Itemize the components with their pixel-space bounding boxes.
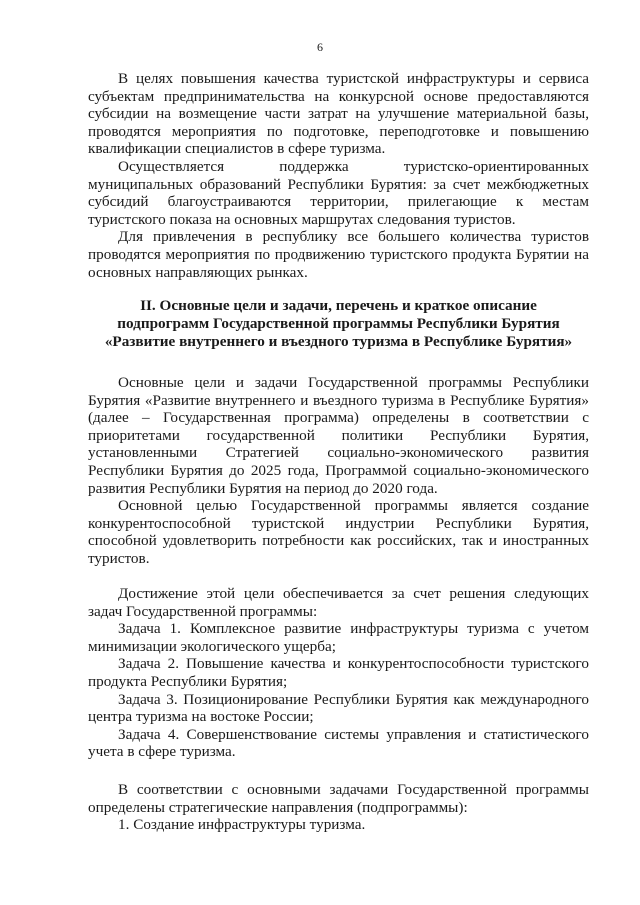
task-item: Задача 3. Позиционирование Республики Бурятия как международного центра туризма на востоке России; (88, 690, 589, 726)
heading-line: «Развитие внутреннего и въездного туризма в Республике Бурятия» (104, 332, 573, 350)
tasks-section (88, 585, 589, 761)
page-number: 6 (317, 40, 323, 54)
paragraph: Основной целью Государственной программы является создание конкурентоспособной туристской индустрии Республики Бурятия, способной удовлетворить потребности как российских, так и иностранных туристов. (88, 497, 589, 567)
task-item: Задача 4. Совершенствование системы управления и статистического учета в сфере туризма. (88, 725, 589, 761)
task-item: Задача 1. Комплексное развитие инфраструктуры туризма с учетом минимизации экологического ущерба; (88, 620, 589, 655)
paragraph: Основные цели и задачи Государственной программы Республики Бурятия «Развитие внутреннего и въездного туризма в Республике Бурятия» (далее – Государственная программа) определены в соответствии с приоритетами государственной политики Республики Бурятия, установленными Стратегией социально-экономического развития Республики Бурятия до 2025 года, Программой социально-экономического развития Республики Бурятия на период до 2020 года. (88, 374, 589, 497)
subprogram-item: 1. Создание инфраструктуры туризма. (118, 816, 366, 834)
paragraph: В целях повышения качества туристской инфраструктуры и сервиса субъектам предпринимательства на конкурсной основе предоставляются субсидии на возмещение части затрат на улучшение материальной базы, проводятся мероприятия по подготовке, переподготовке и повышению квалификации специалистов в сфере туризма. (88, 70, 589, 158)
heading-line: II. Основные цели и задачи, перечень и краткое описание (140, 297, 537, 314)
section-heading (88, 297, 589, 350)
task-item: Задача 2. Повышение качества и конкурентоспособности туристского продукта Республики Бурятия; (88, 655, 589, 690)
paragraph: В соответствии с основными задачами Государственной программы определены стратегические направления (подпрограммы): (88, 781, 589, 816)
heading-line: подпрограмм Государственной программы Республики Бурятия (117, 314, 560, 332)
paragraph: Достижение этой цели обеспечивается за счет решения следующих задач Государственной программы: (88, 585, 589, 620)
intro-section (88, 70, 589, 281)
subprograms-section (88, 781, 589, 834)
paragraph: Осуществляется поддержка туристско-ориентированных муниципальных образований Республики Бурятия: за счет межбюджетных субсидий благоустраиваются территории, прилегающие к местам туристского показа на основных маршрутах следования туристов. (88, 157, 589, 228)
goals-section (88, 374, 589, 568)
paragraph: Для привлечения в республику все большего количества туристов проводятся мероприятия по продвижению туристского продукта Бурятии на основных направляющих рынках. (88, 228, 589, 281)
